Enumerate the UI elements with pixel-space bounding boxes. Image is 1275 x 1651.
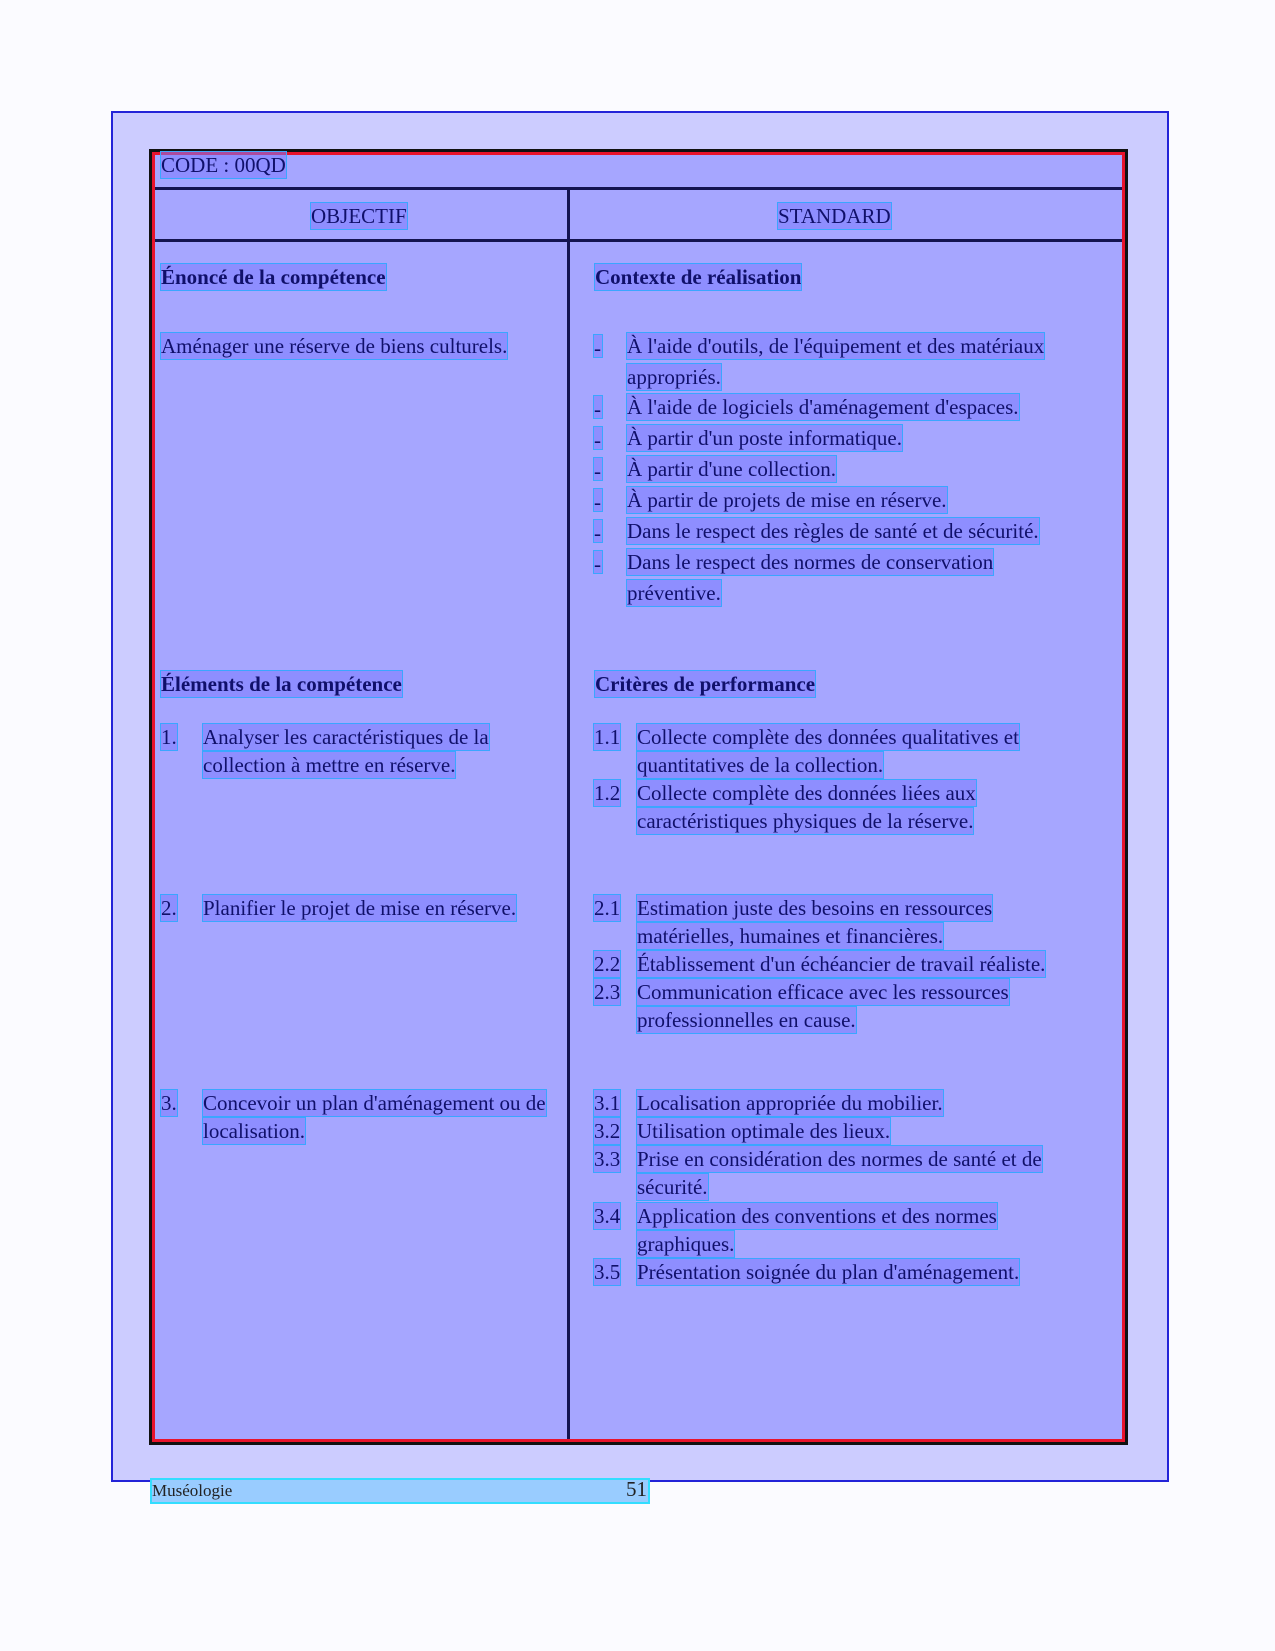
- criterion-number: 3.4: [594, 1204, 621, 1228]
- element-number: 3.: [161, 1091, 177, 1115]
- criterion-text: Estimation juste des besoins en ressources: [637, 896, 993, 920]
- context-line: À l'aide d'outils, de l'équipement et des matériaux: [627, 334, 1045, 358]
- criterion-number: 3.2: [594, 1119, 621, 1143]
- context-line: À partir d'un poste informatique.: [627, 426, 902, 450]
- criterion-text: Établissement d'un échéancier de travail réaliste.: [637, 952, 1046, 976]
- context-bullet: -: [594, 459, 601, 483]
- criterion-text: sécurité.: [637, 1175, 708, 1199]
- criterion-text: Utilisation optimale des lieux.: [637, 1119, 891, 1143]
- context-line: préventive.: [627, 581, 721, 605]
- context-line: Dans le respect des normes de conservation: [627, 550, 994, 574]
- criterion-text: Collecte complète des données qualitatives et: [637, 725, 1019, 749]
- elements-heading: Éléments de la compétence: [161, 672, 402, 696]
- column-separator: [567, 187, 570, 1439]
- criterion-number: 2.1: [594, 896, 621, 920]
- criterion-text: caractéristiques physiques de la réserve.: [637, 809, 974, 833]
- column-heading-standard: STANDARD: [778, 204, 891, 228]
- criteria-heading: Critères de performance: [595, 672, 816, 696]
- context-line: appropriés.: [627, 365, 721, 389]
- context-bullet: -: [594, 428, 601, 452]
- criterion-text: professionnelles en cause.: [637, 1008, 856, 1032]
- column-heading-objectif: OBJECTIF: [311, 204, 407, 228]
- context-line: Dans le respect des règles de santé et de sécurité.: [627, 519, 1039, 543]
- criterion-number: 3.5: [594, 1260, 621, 1284]
- criterion-number: 2.2: [594, 952, 621, 976]
- page-number: 51: [626, 1477, 647, 1501]
- context-bullet: -: [594, 552, 601, 576]
- header-divider: [155, 187, 1122, 190]
- contexte-heading: Contexte de réalisation: [595, 265, 802, 289]
- context-bullet: -: [594, 397, 601, 421]
- criterion-number: 1.1: [594, 725, 621, 749]
- footer-title: Muséologie: [152, 1481, 233, 1500]
- criterion-text: Collecte complète des données liées aux: [637, 781, 976, 805]
- competency-statement: Aménager une réserve de biens culturels.: [161, 334, 508, 358]
- criterion-text: Localisation appropriée du mobilier.: [637, 1091, 943, 1115]
- context-bullet: -: [594, 521, 601, 545]
- element-number: 1.: [161, 725, 177, 749]
- criterion-number: 1.2: [594, 781, 621, 805]
- criterion-text: quantitatives de la collection.: [637, 753, 884, 777]
- criterion-text: Application des conventions et des normes: [637, 1204, 997, 1228]
- enonce-heading: Énoncé de la compétence: [161, 265, 386, 289]
- element-text: Analyser les caractéristiques de la: [203, 725, 489, 749]
- criterion-number: 3.1: [594, 1091, 621, 1115]
- context-line: À l'aide de logiciels d'aménagement d'espaces.: [627, 395, 1019, 419]
- criterion-number: 3.3: [594, 1147, 621, 1171]
- criterion-text: Présentation soignée du plan d'aménagement.: [637, 1260, 1020, 1284]
- criterion-text: Communication efficace avec les ressources: [637, 980, 1009, 1004]
- element-text: Concevoir un plan d'aménagement ou de: [203, 1091, 546, 1115]
- context-bullet: -: [594, 336, 601, 360]
- context-line: À partir de projets de mise en réserve.: [627, 488, 947, 512]
- code-label: CODE : 00QD: [161, 153, 286, 177]
- element-text: collection à mettre en réserve.: [203, 753, 456, 777]
- criterion-text: matérielles, humaines et financières.: [637, 924, 944, 948]
- criterion-text: Prise en considération des normes de santé et de: [637, 1147, 1042, 1171]
- element-text: Planifier le projet de mise en réserve.: [203, 896, 517, 920]
- context-line: À partir d'une collection.: [627, 457, 837, 481]
- criterion-text: graphiques.: [637, 1232, 735, 1256]
- criterion-number: 2.3: [594, 980, 621, 1004]
- context-bullet: -: [594, 490, 601, 514]
- element-text: localisation.: [203, 1119, 306, 1143]
- columns-divider: [155, 239, 1122, 242]
- element-number: 2.: [161, 896, 177, 920]
